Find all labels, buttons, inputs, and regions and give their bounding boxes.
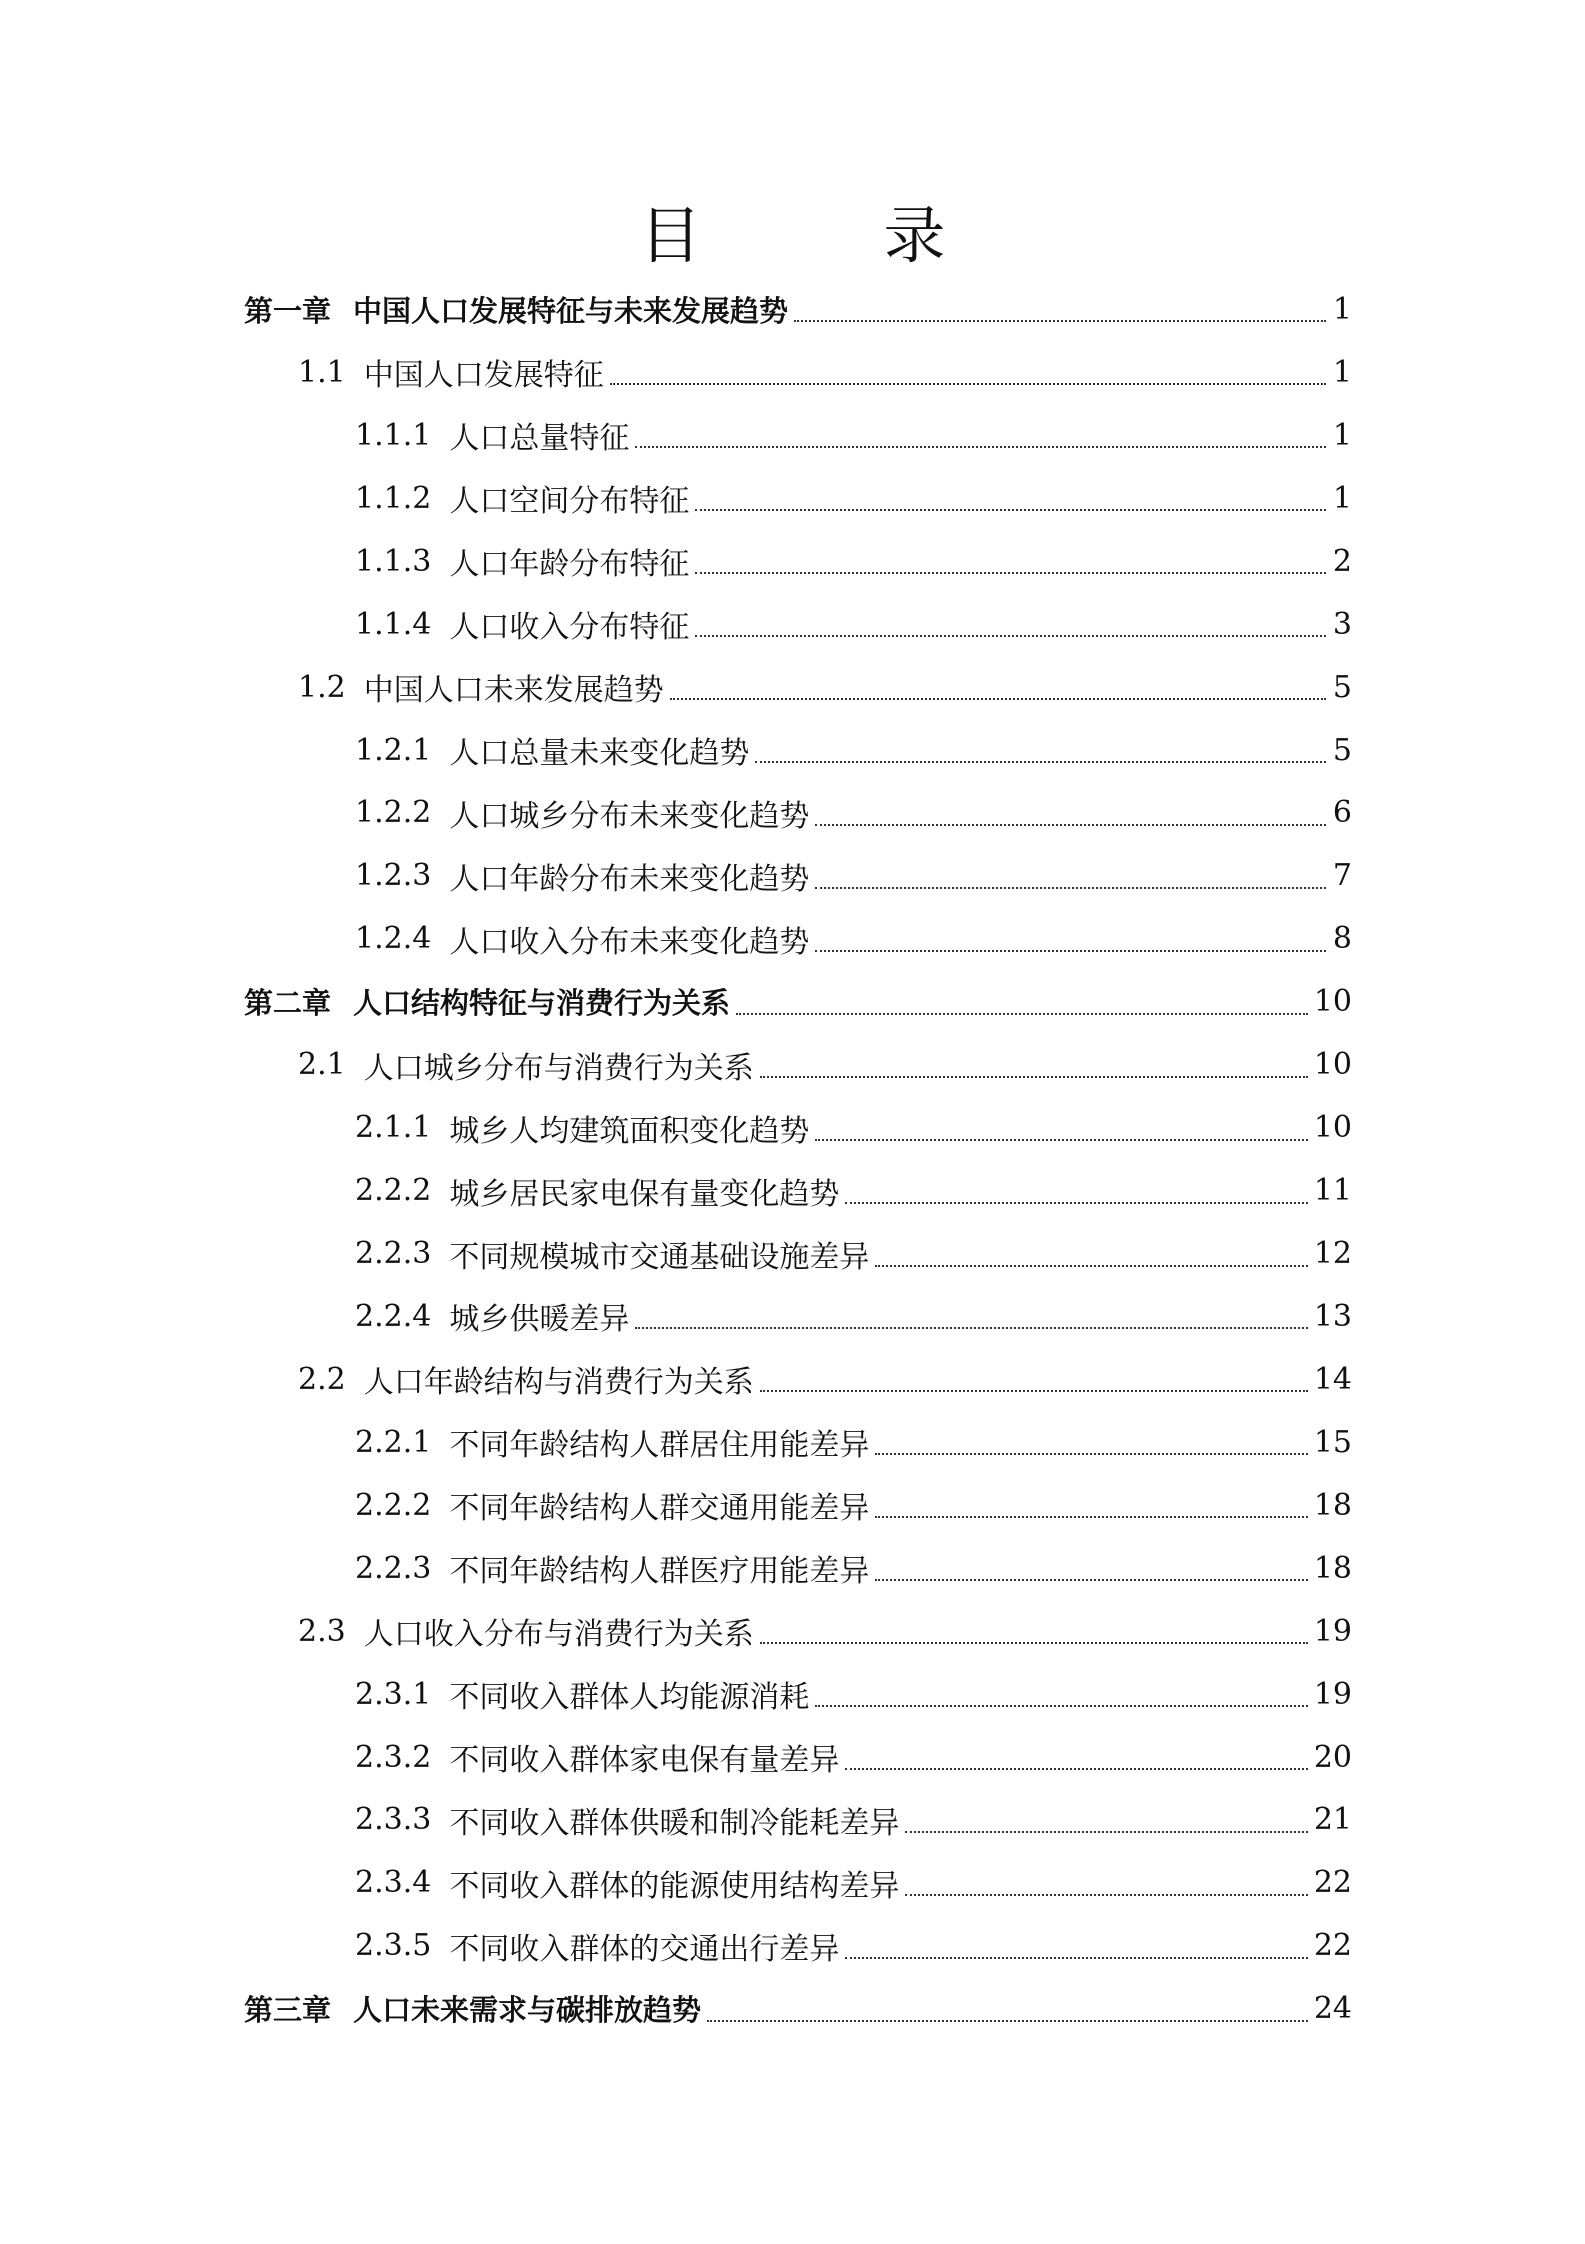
toc-entry-title: 中国人口发展特征 bbox=[363, 358, 604, 394]
toc-entry-page-number: 18 bbox=[1313, 1550, 1352, 1586]
toc-entry-page-number: 5 bbox=[1332, 669, 1352, 705]
toc-entry-title: 不同年龄结构人群居住用能差异 bbox=[449, 1428, 870, 1464]
toc-entry[interactable] bbox=[298, 656, 1352, 719]
toc-entry[interactable] bbox=[355, 467, 1352, 530]
toc-entry-number: 1.2 bbox=[298, 669, 346, 705]
toc-entry-title: 人口城乡分布未来变化趋势 bbox=[449, 798, 810, 834]
toc-entry-number: 1.2.3 bbox=[355, 858, 432, 894]
toc-entry-number: 2.2.3 bbox=[355, 1236, 432, 1272]
toc-entry-title: 人口收入分布与消费行为关系 bbox=[363, 1617, 754, 1653]
toc-entry-page-number: 19 bbox=[1313, 1676, 1352, 1712]
toc-entry-page-number: 19 bbox=[1313, 1613, 1352, 1649]
dot-leader bbox=[635, 1327, 1307, 1329]
dot-leader bbox=[815, 824, 1326, 826]
dot-leader bbox=[875, 1516, 1307, 1518]
toc-entry[interactable] bbox=[298, 341, 1352, 404]
toc-entry-page-number: 18 bbox=[1313, 1487, 1352, 1523]
toc-entry-number: 2.3.5 bbox=[355, 1928, 432, 1964]
toc-entry[interactable] bbox=[355, 593, 1352, 656]
toc-entry-number: 2.1 bbox=[298, 1047, 346, 1083]
toc-entry-number: 2.1.1 bbox=[355, 1110, 432, 1146]
dot-leader bbox=[905, 1831, 1307, 1833]
dot-leader bbox=[695, 509, 1326, 511]
toc-entry[interactable] bbox=[355, 1411, 1352, 1474]
dot-leader bbox=[695, 572, 1326, 574]
toc-entry-title: 人口收入分布未来变化趋势 bbox=[449, 924, 810, 960]
toc-entry-title: 城乡人均建筑面积变化趋势 bbox=[449, 1113, 810, 1149]
toc-entry-title: 中国人口未来发展趋势 bbox=[363, 673, 664, 709]
toc-entry-title: 不同年龄结构人群交通用能差异 bbox=[449, 1491, 870, 1527]
toc-entry-number: 2.2.4 bbox=[355, 1298, 432, 1334]
toc-entry-title: 人口收入分布特征 bbox=[449, 610, 690, 646]
toc-entry[interactable] bbox=[298, 1600, 1352, 1663]
toc-entry-page-number: 24 bbox=[1313, 1991, 1352, 2027]
toc-entry[interactable] bbox=[355, 1663, 1352, 1726]
dot-leader bbox=[875, 1265, 1307, 1267]
dot-leader bbox=[905, 1894, 1307, 1896]
toc-entry-title: 不同收入群体供暖和制冷能耗差异 bbox=[449, 1805, 900, 1841]
toc-entry[interactable] bbox=[298, 1348, 1352, 1411]
dot-leader bbox=[610, 383, 1326, 385]
toc-entry-page-number: 13 bbox=[1313, 1298, 1352, 1334]
toc-entry-number: 第三章 bbox=[244, 1993, 332, 2028]
toc-entry[interactable] bbox=[355, 530, 1352, 593]
toc-entry-title: 不同收入群体的能源使用结构差异 bbox=[449, 1868, 900, 1904]
toc-entry-number: 1.1.4 bbox=[355, 606, 432, 642]
toc-entry[interactable] bbox=[355, 1851, 1352, 1914]
toc-entry-number: 1.2.4 bbox=[355, 921, 432, 957]
toc-entry-number: 2.3.2 bbox=[355, 1739, 432, 1775]
toc-entry-page-number: 12 bbox=[1313, 1236, 1352, 1272]
dot-leader bbox=[760, 1076, 1308, 1078]
toc-entry-page-number: 14 bbox=[1313, 1361, 1352, 1397]
toc-entry[interactable] bbox=[355, 844, 1352, 907]
toc-entry[interactable] bbox=[355, 907, 1352, 970]
toc-entry-page-number: 6 bbox=[1332, 795, 1352, 831]
toc-entry-page-number: 20 bbox=[1313, 1739, 1352, 1775]
dot-leader bbox=[760, 1390, 1308, 1392]
toc-entry[interactable] bbox=[355, 719, 1352, 782]
toc-entry[interactable] bbox=[355, 1159, 1352, 1222]
toc-entry[interactable] bbox=[355, 1914, 1352, 1977]
dot-leader bbox=[707, 2020, 1308, 2022]
toc-entry-page-number: 3 bbox=[1332, 606, 1352, 642]
dot-leader bbox=[875, 1453, 1307, 1455]
dot-leader bbox=[845, 1768, 1307, 1770]
toc-entry-page-number: 1 bbox=[1332, 480, 1352, 516]
toc-entry-title: 不同规模城市交通基础设施差异 bbox=[449, 1239, 870, 1275]
toc-entry-page-number: 21 bbox=[1313, 1802, 1352, 1838]
dot-leader bbox=[695, 635, 1326, 637]
toc-entry-number: 1.2.2 bbox=[355, 795, 432, 831]
toc-entry-title: 人口总量未来变化趋势 bbox=[449, 736, 750, 772]
toc-entry[interactable] bbox=[298, 1033, 1352, 1096]
table-of-contents bbox=[0, 278, 1585, 2040]
toc-entry-number: 2.2.2 bbox=[355, 1487, 432, 1523]
toc-entry[interactable] bbox=[244, 278, 1352, 341]
toc-entry-number: 2.3 bbox=[298, 1613, 346, 1649]
dot-leader bbox=[760, 1642, 1308, 1644]
toc-entry-title: 人口结构特征与消费行为关系 bbox=[353, 986, 731, 1021]
toc-entry-title: 不同年龄结构人群医疗用能差异 bbox=[449, 1554, 870, 1590]
toc-entry-title: 中国人口发展特征与未来发展趋势 bbox=[353, 293, 789, 328]
dot-leader bbox=[875, 1579, 1307, 1581]
toc-entry-page-number: 5 bbox=[1332, 732, 1352, 768]
dot-leader bbox=[670, 698, 1326, 700]
toc-entry[interactable] bbox=[355, 782, 1352, 845]
toc-entry[interactable] bbox=[355, 1474, 1352, 1537]
toc-entry-title: 城乡供暖差异 bbox=[449, 1302, 630, 1338]
toc-entry[interactable] bbox=[355, 1789, 1352, 1852]
dot-leader bbox=[815, 950, 1326, 952]
toc-entry-title: 人口年龄分布特征 bbox=[449, 547, 690, 583]
toc-entry-number: 2.3.4 bbox=[355, 1865, 432, 1901]
toc-entry-number: 1.1.2 bbox=[355, 480, 432, 516]
dot-leader bbox=[794, 320, 1326, 322]
dot-leader bbox=[736, 1013, 1308, 1015]
dot-leader bbox=[845, 1202, 1307, 1204]
toc-entry-title: 人口未来需求与碳排放趋势 bbox=[353, 1993, 702, 2028]
toc-entry-page-number: 1 bbox=[1332, 417, 1352, 453]
toc-entry-page-number: 1 bbox=[1332, 291, 1352, 327]
toc-entry-title: 人口总量特征 bbox=[449, 421, 630, 457]
toc-entry[interactable] bbox=[355, 1222, 1352, 1285]
toc-entry-page-number: 7 bbox=[1332, 858, 1352, 894]
toc-entry-page-number: 2 bbox=[1332, 543, 1352, 579]
toc-entry-title: 不同收入群体的交通出行差异 bbox=[449, 1931, 840, 1967]
toc-entry-title: 人口城乡分布与消费行为关系 bbox=[363, 1050, 754, 1086]
dot-leader bbox=[755, 761, 1326, 763]
toc-entry-number: 2.3.1 bbox=[355, 1676, 432, 1712]
toc-entry-page-number: 11 bbox=[1313, 1173, 1352, 1209]
toc-entry-number: 1.1.3 bbox=[355, 543, 432, 579]
dot-leader bbox=[815, 1705, 1307, 1707]
dot-leader bbox=[635, 446, 1326, 448]
toc-entry[interactable] bbox=[355, 1726, 1352, 1789]
toc-title: 目 录 bbox=[639, 199, 1006, 272]
toc-entry-page-number: 22 bbox=[1313, 1928, 1352, 1964]
toc-entry-number: 2.2.3 bbox=[355, 1550, 432, 1586]
toc-entry-page-number: 10 bbox=[1313, 1047, 1352, 1083]
toc-entry-page-number: 10 bbox=[1313, 984, 1352, 1020]
dot-leader bbox=[815, 1139, 1307, 1141]
toc-entry-number: 第二章 bbox=[244, 986, 332, 1021]
toc-entry[interactable] bbox=[355, 1537, 1352, 1600]
toc-entry[interactable] bbox=[355, 404, 1352, 467]
dot-leader bbox=[845, 1957, 1307, 1959]
toc-entry-title: 人口空间分布特征 bbox=[449, 484, 690, 520]
toc-entry-title: 不同收入群体家电保有量差异 bbox=[449, 1743, 840, 1779]
toc-entry-page-number: 15 bbox=[1313, 1424, 1352, 1460]
toc-entry-title: 不同收入群体人均能源消耗 bbox=[449, 1680, 810, 1716]
toc-entry-page-number: 8 bbox=[1332, 921, 1352, 957]
toc-entry-number: 1.2.1 bbox=[355, 732, 432, 768]
toc-entry-number: 2.3.3 bbox=[355, 1802, 432, 1838]
toc-entry-page-number: 22 bbox=[1313, 1865, 1352, 1901]
toc-entry-page-number: 1 bbox=[1332, 354, 1352, 390]
toc-entry-number: 2.2.2 bbox=[355, 1173, 432, 1209]
toc-entry-number: 2.2.1 bbox=[355, 1424, 432, 1460]
dot-leader bbox=[815, 887, 1326, 889]
toc-entry[interactable] bbox=[244, 970, 1352, 1033]
toc-entry-number: 1.1.1 bbox=[355, 417, 432, 453]
toc-entry-title: 人口年龄分布未来变化趋势 bbox=[449, 861, 810, 897]
toc-entry-title: 人口年龄结构与消费行为关系 bbox=[363, 1365, 754, 1401]
toc-entry-page-number: 10 bbox=[1313, 1110, 1352, 1146]
toc-entry[interactable] bbox=[244, 1977, 1352, 2040]
toc-entry-number: 2.2 bbox=[298, 1361, 346, 1397]
toc-entry-number: 1.1 bbox=[298, 354, 346, 390]
toc-entry[interactable] bbox=[355, 1096, 1352, 1159]
toc-entry-title: 城乡居民家电保有量变化趋势 bbox=[449, 1176, 840, 1212]
toc-entry-number: 第一章 bbox=[244, 293, 332, 328]
toc-entry[interactable] bbox=[355, 1285, 1352, 1348]
